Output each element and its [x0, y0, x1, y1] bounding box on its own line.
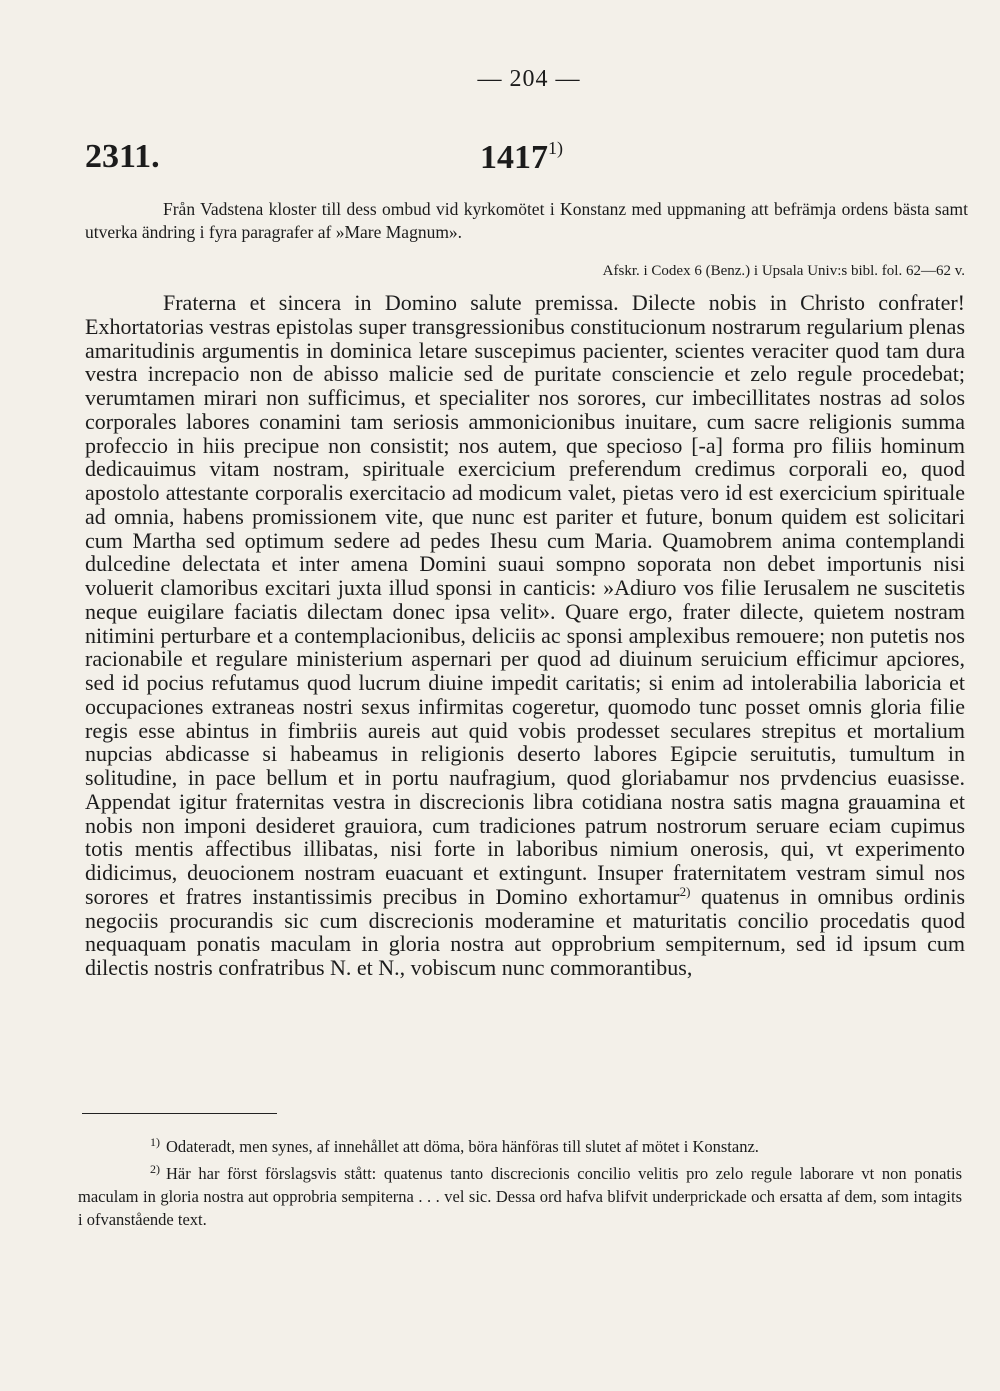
footnote-1 — [78, 1131, 962, 1158]
document-number: 2311. — [85, 138, 160, 175]
source-reference: Afskr. i Codex 6 (Benz.) i Upsala Univ:s bibl. fol. 62—62 v. — [602, 263, 965, 279]
footnote-2-text: Här har först förslagsvis stått: quatenus tanto discrecionis concilio velitis pro zelo regule laborare vt non ponatis maculam in gloria nostra aut opprobria sempiterna . . . vel sic. Dessa ord hafva blifvit underprickade och ersatta af dem, som intagits i ofvanstående text. — [78, 1164, 962, 1229]
document-year — [480, 138, 563, 177]
footnote-divider — [82, 1113, 277, 1114]
letter-body — [85, 291, 965, 980]
footnote-1-text: Odateradt, men synes, af innehållet att döma, böra hänföras till slutet af mötet i Konstanz. — [166, 1137, 759, 1156]
footnotes — [78, 1131, 962, 1231]
footnote-2 — [78, 1158, 962, 1231]
year-footnote-ref: 1) — [548, 138, 563, 158]
year-value: 1417 — [480, 139, 548, 176]
letter-body-part-1: Fraterna et sincera in Domino salute premissa. Dilecte nobis in Christo confrater! Exhortatorias vestras epistolas super transgressionibus constitucionum nostrarum regularium plenas amaritudinis argumentis in dominica letare suscepimus pacienter, scientes veraciter quod tam dura vestra increpacio non de abisso malicie sed de puritate consciencie et zelo regule procedebat; verumtamen mirari non sufficimus, et specialiter nos sorores, cur imbecillitates nostras ad solos corporales labores conamini tam seriosis ammonicionibus inuitare, cum sacre religionis summa profeccio in hiis precipue non consistit; nos autem, que specioso [-a] forma pro filiis hominum dedicauimus vitam nostram, spirituale exercicium preferendum credimus corporali eo, quod apostolo attestante corporalis exercitacio ad modicum valet, pietas vero id est exercicium spirituale ad omnia, habens promissionem vite, que nunc est pariter et future, bonum quidem est solicitari cum Martha sed optimum sedere ad pedes Ihesu cum Maria. Quamobrem anima contemplandi dulcedine delectata et inter amena Domini suaui sompno soporata non debet importunis nisi voluerit clamoribus excitari juxta illud sponsi in canticis: »Adiuro vos filie Ierusalem ne suscitetis neque euigilare faciatis dilectam donec ipsa velit». Quare ergo, frater dilecte, quietem nostram nitimini perturbare et a contemplacionibus, deliciis ac sponsi amplexibus remouere; non putetis nos racionabile et regulare ministerium aspernari per quod ad diuinum seruicium efficimur apciores, sed id pocius refutamus quod lucrum diuine impedit caritatis; si enim ad intolerabilia laboricia et occupaciones extraneas nostri sexus infirmitas cogeretur, quomodo tunc posset omnis gloria filie regis esse abintus in fimbriis aureis aut quid vobis prodesset seculares strepitus et mortalium nupcias abdicasse si habeamus in religionis deserto labores Egipcie seruitutis, tumultum in solitudine, in pace bellum et in portu naufragium, quod gloriabamur nos prvdencius euasisse. Appendat igitur fraternitas vestra in discrecionis libra cotidiana nostra satis magna grauamina et nobis non imponi desideret grauiora, cum tradiciones patrum nostrorum seruare eciam cupimus totis mentis affectibus illibatas, nisi forte in laboribus nimium onerosis, qui, vt experimento didicimus, deuocionem nostram euacuant et extingunt. Insuper fraternitatem vestram simul nos sorores et fratres instantissimis precibus in Domino exhortamur — [85, 290, 965, 909]
body-footnote-ref: 2) — [679, 883, 691, 899]
document-summary: Från Vadstena kloster till dess ombud vid kyrkomötet i Konstanz med uppmaning att befrämja ordens bästa samt utverka ändring i fyra paragrafer af »Mare Magnum». — [85, 199, 968, 242]
footnote-1-mark: 1) — [150, 1135, 160, 1149]
footnote-2-mark: 2) — [150, 1162, 160, 1176]
page-number: — 204 — — [477, 66, 581, 92]
letter-body-part-2: quatenus in omnibus ordinis negociis procurandis sic cum discrecionis moderamine et maturitatis concilio procedatis quod nequaquam ponatis maculam in gloria nostra aut opprobrium sempiternum, sed id ipsum cum dilectis nostris confratribus N. et N., vobiscum nunc commorantibus, — [85, 883, 966, 980]
